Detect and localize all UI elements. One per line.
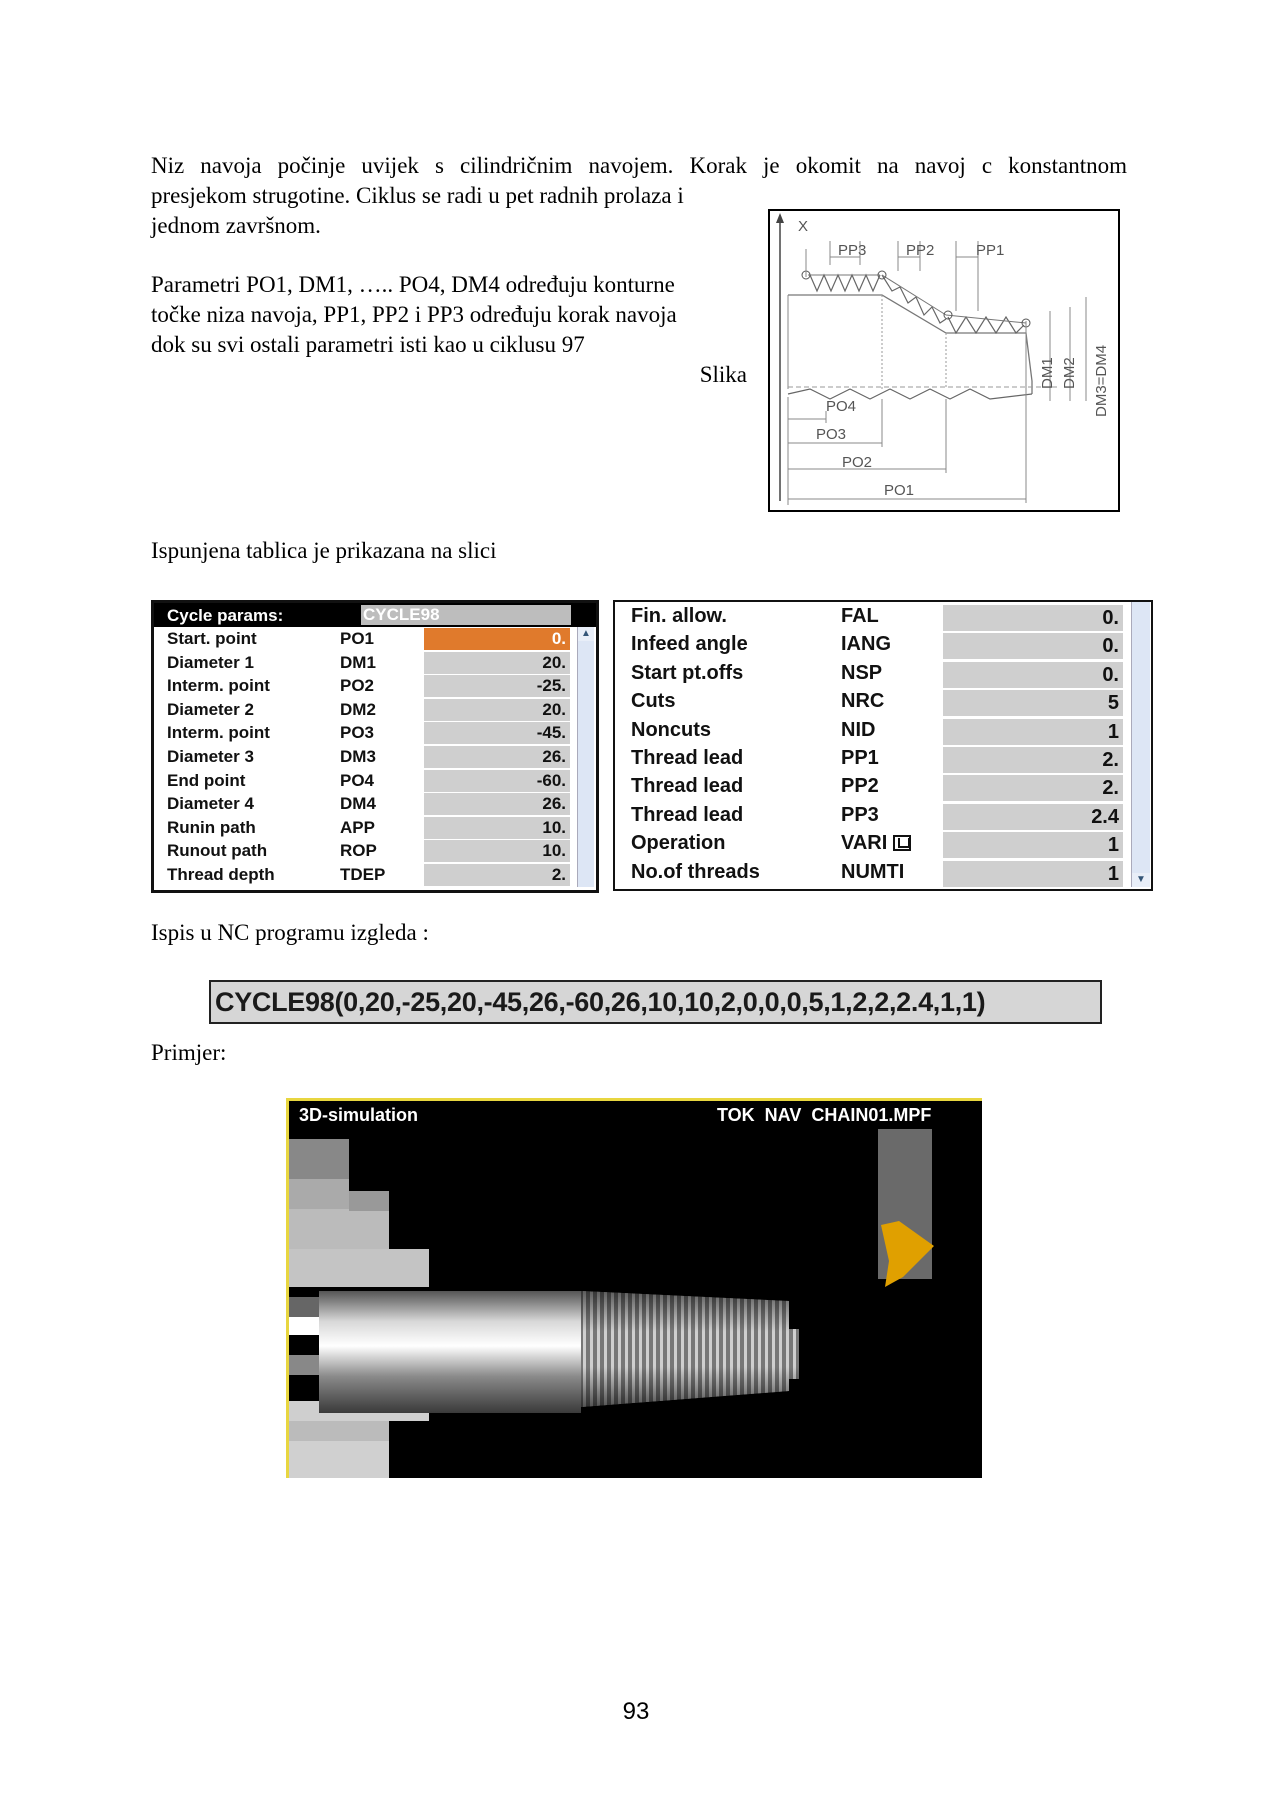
param-row[interactable]	[615, 860, 1151, 884]
param-row[interactable]	[615, 803, 1151, 827]
param-value-field[interactable]: 5	[943, 690, 1123, 716]
param-code: NSP	[841, 661, 883, 684]
param-row[interactable]	[154, 769, 596, 793]
param-value-field[interactable]: 2.	[943, 747, 1123, 773]
param-value-field[interactable]: -60.	[424, 770, 570, 792]
param-row[interactable]	[615, 632, 1151, 656]
cycle-params-panel-right	[613, 600, 1153, 891]
intro-line-3: jednom završnom.	[151, 213, 321, 238]
param-row[interactable]	[154, 745, 596, 769]
param-code: DM1	[340, 652, 376, 672]
param-code: APP	[340, 817, 375, 837]
param-label: Thread lead	[631, 775, 744, 798]
nc-code-line: CYCLE98(0,20,-25,20,-45,26,-60,26,10,10,2,0,0,0,5,1,2,2,2.4,1,1)	[209, 980, 1102, 1024]
param-code: NUMTI	[841, 860, 905, 883]
param-code: PO3	[340, 723, 375, 743]
param-label: Operation	[631, 832, 726, 855]
param-label: Diameter 3	[167, 747, 254, 766]
simulation-status: TOK NAV CHAIN01.MPF	[717, 1105, 932, 1125]
param-row[interactable]	[154, 863, 596, 887]
param-code: PO1	[340, 629, 375, 648]
simulation-graphic	[289, 1101, 982, 1478]
param-label: Runin path	[167, 817, 256, 837]
param-label: Fin. allow.	[631, 605, 727, 627]
param-row[interactable]	[154, 816, 596, 840]
param-value-field[interactable]: -25.	[424, 675, 570, 697]
param-code: PP1	[841, 747, 879, 769]
param-label: End point	[167, 770, 246, 790]
param-code: IANG	[841, 633, 891, 656]
page-number: 93	[622, 1698, 650, 1725]
intro-line-2: presjekom strugotine. Ciklus se radi u pet radnih prolaza i	[151, 183, 684, 208]
param-value-field[interactable]: 10.	[424, 817, 570, 839]
nc-caption: Ispis u NC programu izgleda :	[151, 920, 429, 945]
param-row[interactable]	[154, 674, 596, 698]
param-row[interactable]	[615, 604, 1151, 628]
param-value-field[interactable]: 0.	[424, 628, 570, 650]
param-label: Diameter 1	[167, 652, 254, 672]
x-axis-label: X	[798, 218, 809, 235]
param-code: PP3	[841, 803, 879, 826]
param-label: Start pt.offs	[631, 661, 744, 684]
cycle-params-panel-left	[151, 600, 599, 893]
param-code: ROP	[340, 841, 377, 861]
param-label: Diameter 2	[167, 699, 254, 719]
diagram-label-po4: PO4	[826, 398, 857, 415]
intro-line-1: Niz navoja počinje uvijek s cilindričnim navojem. Korak je okomit na navoj c konstantnom	[151, 153, 1127, 178]
param-code: DM3	[340, 747, 376, 766]
param-value-field[interactable]: 0.	[943, 633, 1123, 659]
left-scrollbar[interactable]	[577, 627, 594, 887]
param-value-field[interactable]: 0.	[943, 605, 1123, 631]
diagram-label-dm2: DM2	[1061, 357, 1078, 389]
param-label: No.of threads	[631, 860, 760, 883]
diagram-label-pp3: PP3	[838, 242, 867, 259]
diagram-label-po3: PO3	[816, 426, 847, 443]
param-value-field[interactable]: 10.	[424, 840, 570, 862]
param-row[interactable]	[615, 718, 1151, 742]
panel-title-bar	[154, 603, 596, 627]
param-value-field[interactable]: 1	[943, 861, 1123, 887]
param-row[interactable]	[615, 831, 1151, 855]
thread-chain-diagram	[768, 209, 1120, 512]
param-label: Interm. point	[167, 723, 270, 743]
param-value-field[interactable]: 26.	[424, 793, 570, 815]
simulation-title: 3D-simulation	[299, 1105, 419, 1125]
diagram-label-dm1: DM1	[1039, 357, 1056, 389]
params-description	[151, 270, 751, 390]
param-code: TDEP	[340, 865, 386, 884]
diagram-label-pp1: PP1	[976, 242, 1005, 259]
param-label: Noncuts	[631, 718, 711, 741]
example-caption: Primjer:	[151, 1040, 227, 1065]
param-label: Infeed angle	[631, 633, 748, 656]
param-row[interactable]	[615, 746, 1151, 770]
param-label: Start. point	[167, 629, 257, 648]
cycle-name-field: CYCLE98	[361, 605, 571, 625]
param-code: PO4	[340, 770, 375, 790]
param-row[interactable]	[615, 661, 1151, 685]
params-line-1: Parametri PO1, DM1, ….. PO4, DM4 određuju konturne	[151, 272, 675, 297]
param-code: NID	[841, 718, 876, 741]
param-value-field[interactable]: 1	[943, 719, 1123, 745]
param-label: Interm. point	[167, 676, 270, 696]
params-line-3: dok su svi ostali parametri isti kao u ciklusu 97	[151, 332, 585, 357]
params-line-2: točke niza navoja, PP1, PP2 i PP3 određuju korak navoja	[151, 302, 677, 327]
param-value-field[interactable]: -45.	[424, 722, 570, 744]
slika-label: Slika	[699, 362, 747, 387]
param-label: Runout path	[167, 841, 268, 861]
param-row[interactable]	[154, 792, 596, 816]
diagram-label-pp2: PP2	[906, 242, 935, 259]
param-code: VARI	[841, 832, 911, 855]
param-row[interactable]	[154, 698, 596, 722]
param-code: NRC	[841, 690, 885, 713]
param-value-field[interactable]: 20.	[424, 652, 570, 674]
param-value-field[interactable]: 0.	[943, 662, 1123, 688]
param-row[interactable]	[154, 721, 596, 745]
param-code: PP2	[841, 775, 879, 798]
param-row[interactable]	[154, 651, 596, 675]
param-label: Diameter 4	[167, 794, 254, 814]
param-code: DM2	[340, 699, 376, 719]
toggle-icon[interactable]	[893, 835, 911, 851]
scroll-down-icon[interactable]: ▼	[1132, 873, 1150, 887]
param-row[interactable]	[154, 627, 596, 651]
panel-title: Cycle params:	[167, 606, 284, 625]
param-row[interactable]	[154, 839, 596, 863]
param-label: Thread depth	[167, 865, 275, 884]
param-label: Cuts	[631, 690, 676, 713]
param-value-field[interactable]: 2.	[943, 775, 1123, 801]
diagram-label-po2: PO2	[842, 454, 873, 471]
param-value-field[interactable]: 2.4	[943, 804, 1123, 830]
param-code: FAL	[841, 605, 879, 627]
param-value-field[interactable]: 1	[943, 832, 1123, 858]
param-value-field[interactable]: 2.	[424, 864, 570, 886]
diagram-label-dm3-dm4: DM3=DM4	[1093, 344, 1110, 417]
param-value-field[interactable]: 26.	[424, 746, 570, 768]
param-row[interactable]	[615, 774, 1151, 798]
param-label: Thread lead	[631, 747, 744, 769]
simulation-window	[286, 1098, 982, 1478]
param-code: DM4	[340, 794, 376, 814]
param-value-field[interactable]: 20.	[424, 699, 570, 721]
param-row[interactable]	[615, 689, 1151, 713]
scroll-up-icon[interactable]: ▲	[578, 627, 594, 641]
param-code: PO2	[340, 676, 375, 696]
diagram-label-po1: PO1	[884, 482, 915, 499]
param-label: Thread lead	[631, 803, 744, 826]
table-caption: Ispunjena tablica je prikazana na slici	[151, 538, 497, 563]
right-scrollbar[interactable]	[1131, 602, 1150, 887]
